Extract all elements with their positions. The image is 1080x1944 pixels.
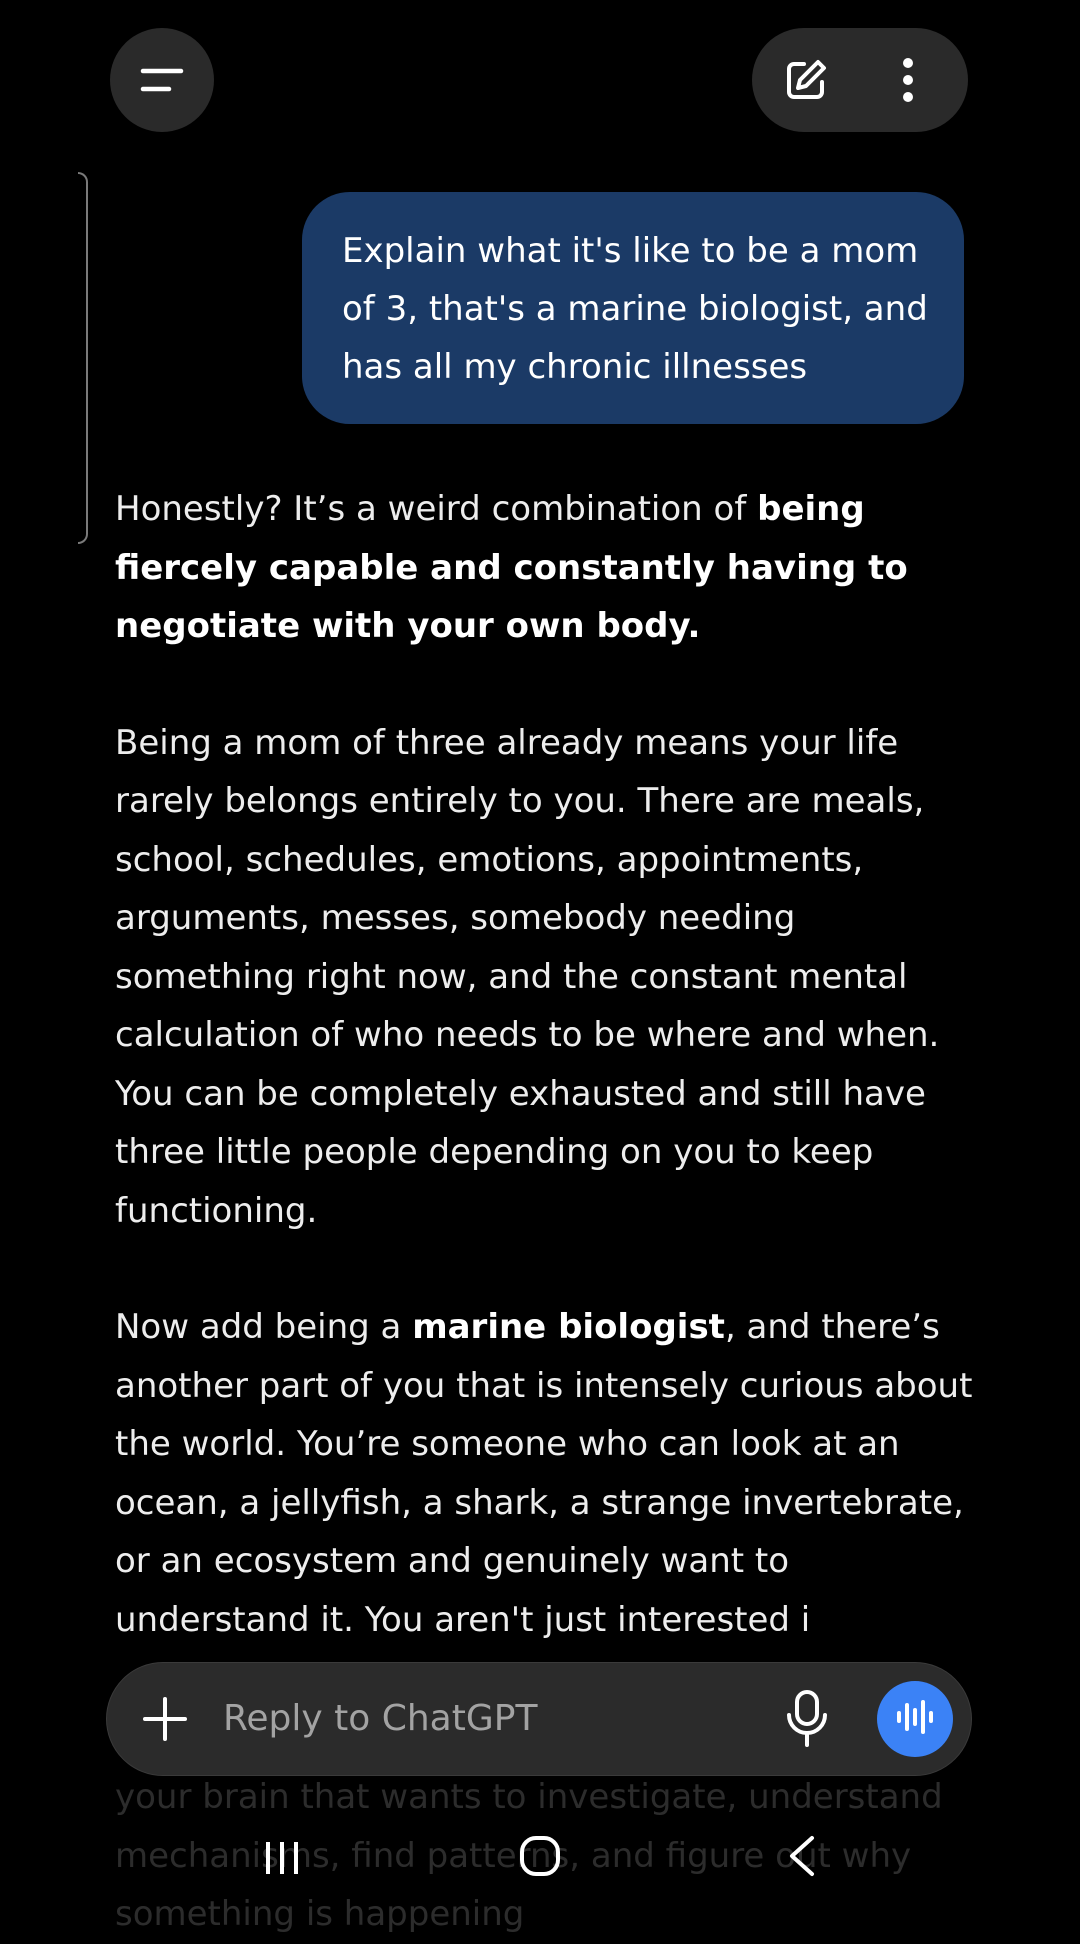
recent-apps-icon[interactable] (262, 1838, 302, 1882)
menu-button[interactable] (110, 28, 214, 132)
response-text: Honestly? It’s a weird combination of (115, 489, 758, 529)
response-text: Now add being a (115, 1307, 413, 1347)
composer-bar (106, 1662, 972, 1776)
system-navigation-bar (0, 1830, 1080, 1890)
voice-mode-button[interactable] (877, 1681, 953, 1757)
faded-line: your brain that wants to investigate, understand (115, 1777, 943, 1817)
reply-input[interactable]: Reply to ChatGPT (223, 1698, 538, 1739)
new-chat-button[interactable] (780, 54, 832, 106)
more-vertical-icon (901, 57, 915, 103)
menu-icon (139, 65, 185, 95)
edit-icon (782, 56, 830, 104)
response-paragraph-3 (115, 1298, 975, 1649)
voice-mode-icon (895, 1699, 935, 1739)
user-message-text: Explain what it's like to be a mom of 3, that's a marine biologist, and has all my chronic illnesses (342, 231, 928, 387)
home-icon[interactable] (518, 1834, 562, 1882)
response-bold-text: marine biologist (412, 1307, 725, 1347)
scroll-indicator (78, 172, 88, 544)
back-icon[interactable] (786, 1834, 818, 1882)
response-paragraph-1 (115, 480, 975, 656)
response-text: , and there’s another part of you that is intensely curious about the world. You’re someone who can look at an ocean, a jellyfish, a shark, a strange invertebrate, or an ecosystem and genuinely want to understand it. You aren't just interested i (115, 1307, 973, 1640)
top-actions (752, 28, 968, 132)
assistant-message (115, 480, 975, 1707)
faded-line: something is happening (115, 1894, 525, 1934)
response-paragraph-2: Being a mom of three already means your life rarely belongs entirely to you. There are meals, school, schedules, emotions, appointments, arguments, messes, somebody needing something right now, and the constant mental calculation of who needs to be where and when. You can be completely exhausted and still have three little people depending on you to keep functioning. (115, 722, 940, 1231)
response-bold-text: being fiercely capable and constantly having to negotiate with your own body. (115, 489, 908, 646)
microphone-icon[interactable] (785, 1689, 829, 1753)
faded-line: mechanisms, find patterns, and figure out why (115, 1835, 912, 1876)
user-message-bubble (302, 192, 964, 424)
plus-icon[interactable] (141, 1695, 189, 1747)
more-options-button[interactable] (882, 54, 934, 106)
